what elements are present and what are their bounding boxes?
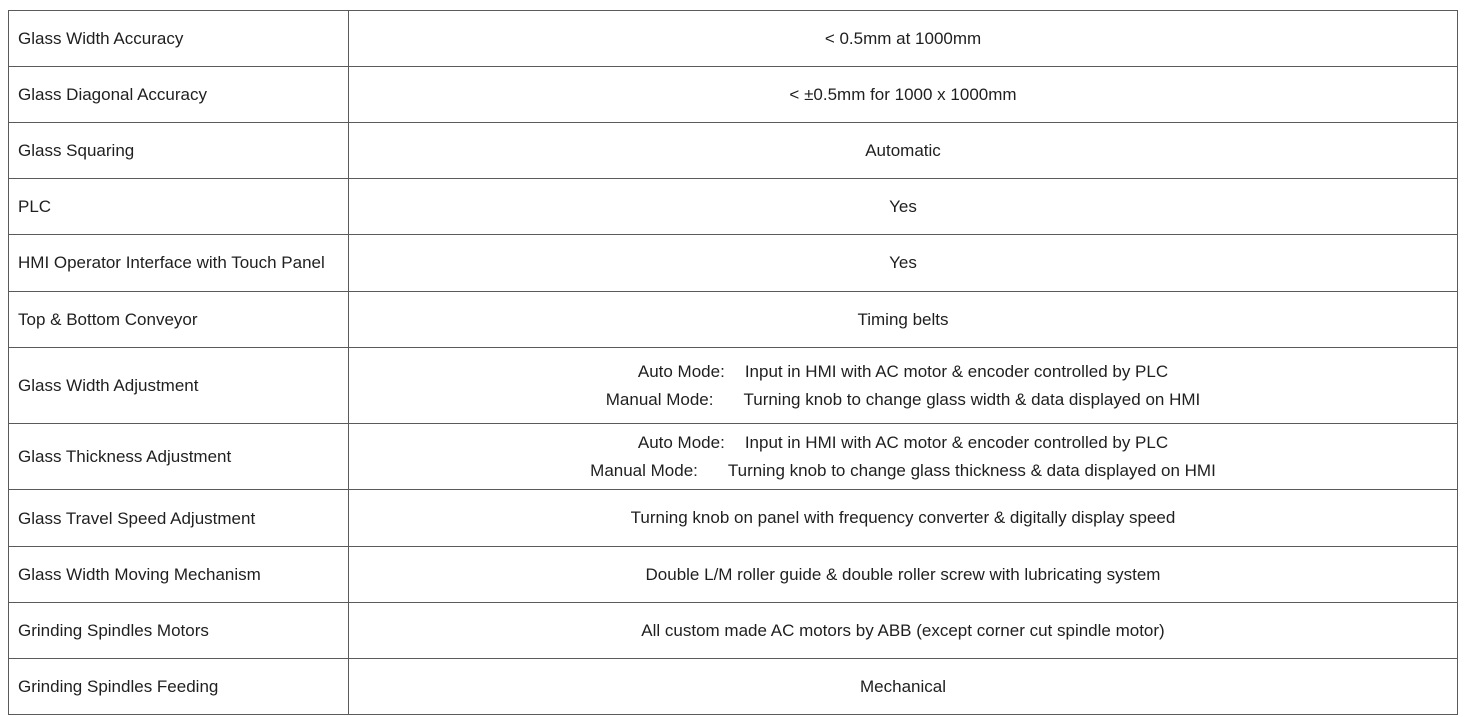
row-label: Glass Travel Speed Adjustment — [9, 490, 349, 547]
table-row — [9, 659, 1458, 715]
auto-mode-label: Auto Mode: — [637, 361, 725, 381]
table-row — [9, 603, 1458, 659]
manual-mode-text: Turning knob to change glass thickness & data displayed on HMI — [727, 460, 1216, 480]
manual-mode-line — [349, 386, 1457, 414]
row-value: Double L/M roller guide & double roller screw with lubricating system — [349, 547, 1458, 603]
manual-mode-text: Turning knob to change glass width & data displayed on HMI — [743, 389, 1201, 409]
row-value: Timing belts — [349, 292, 1458, 348]
row-value: < ±0.5mm for 1000 x 1000mm — [349, 67, 1458, 123]
table-row — [9, 348, 1458, 424]
row-value: Mechanical — [349, 659, 1458, 715]
row-label-cell — [9, 235, 349, 292]
row-value: All custom made AC motors by ABB (except corner cut spindle motor) — [349, 603, 1458, 659]
row-value: Turning knob on panel with frequency converter & digitally display speed — [349, 490, 1458, 547]
table-row — [9, 11, 1458, 67]
auto-mode-text: Input in HMI with AC motor & encoder controlled by PLC — [744, 361, 1169, 381]
row-label: Glass Thickness Adjustment — [9, 424, 349, 490]
table-row — [9, 490, 1458, 547]
auto-mode-line — [349, 358, 1457, 386]
table-row — [9, 292, 1458, 348]
row-label: Glass Width Moving Mechanism — [9, 547, 349, 603]
row-label: Glass Squaring — [9, 123, 349, 179]
table-row — [9, 179, 1458, 235]
row-value: < 0.5mm at 1000mm — [349, 11, 1458, 67]
table-row — [9, 67, 1458, 123]
manual-mode-label: Manual Mode: — [605, 389, 714, 409]
row-value: Yes — [349, 235, 1458, 292]
row-label: Glass Diagonal Accuracy — [9, 67, 349, 123]
row-label: Grinding Spindles Feeding — [9, 659, 349, 715]
manual-mode-label: Manual Mode: — [590, 460, 698, 480]
table-row — [9, 424, 1458, 490]
table-row — [9, 123, 1458, 179]
row-label: Grinding Spindles Motors — [9, 603, 349, 659]
row-value-modes — [349, 348, 1458, 424]
row-label: Top & Bottom Conveyor — [9, 292, 349, 348]
row-label: HMI Operator Interface with Touch Panel — [18, 253, 325, 272]
table-row — [9, 547, 1458, 603]
auto-mode-label: Auto Mode: — [637, 432, 725, 452]
row-label: PLC — [9, 179, 349, 235]
row-value: Yes — [349, 179, 1458, 235]
table-row — [9, 235, 1458, 292]
specification-table — [8, 10, 1458, 715]
row-label: Glass Width Accuracy — [9, 11, 349, 67]
manual-mode-line — [349, 457, 1457, 485]
auto-mode-text: Input in HMI with AC motor & encoder controlled by PLC — [744, 432, 1169, 452]
auto-mode-line — [349, 429, 1457, 457]
row-value: Automatic — [349, 123, 1458, 179]
row-label: Glass Width Adjustment — [9, 348, 349, 424]
row-value-modes — [349, 424, 1458, 490]
